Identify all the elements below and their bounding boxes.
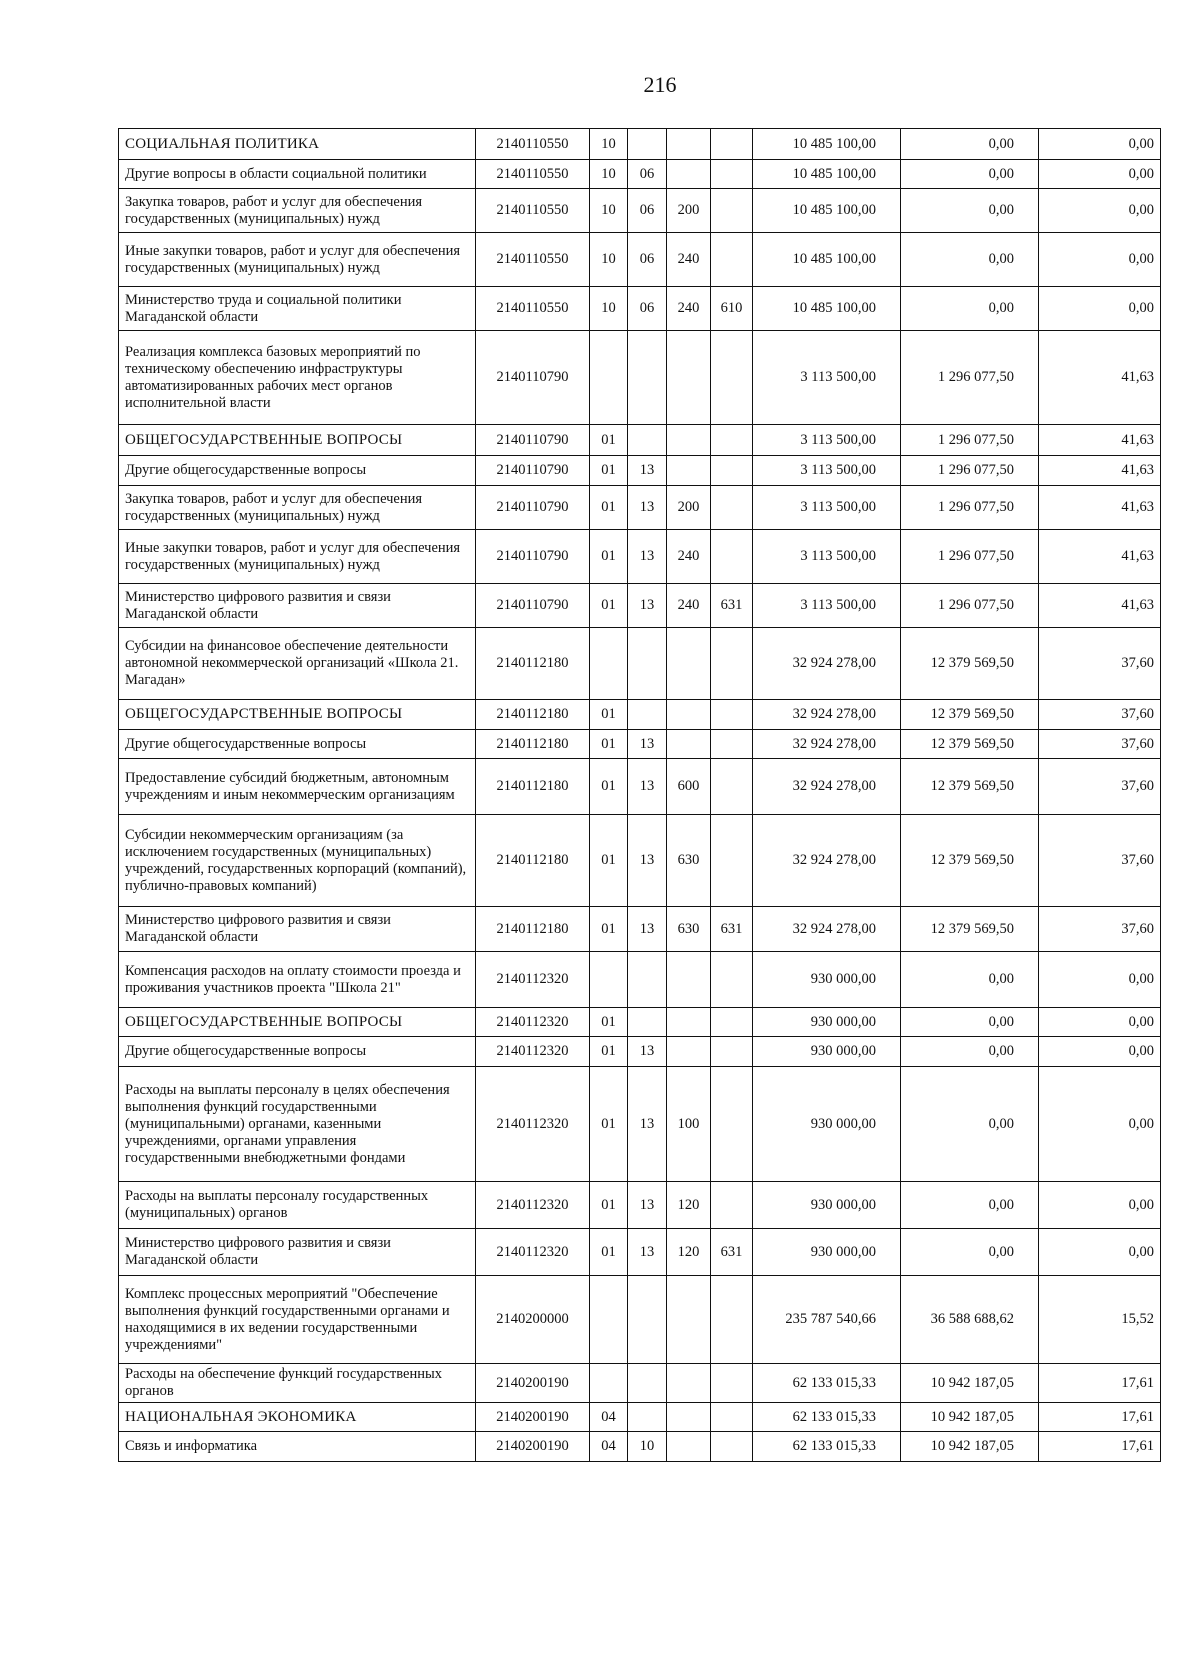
row-target-code: 2140110790 bbox=[476, 456, 590, 486]
row-expense-type-code: 120 bbox=[667, 1229, 711, 1276]
row-subsection-code: 06 bbox=[628, 189, 667, 233]
row-executed-amount: 1 296 077,50 bbox=[901, 425, 1039, 456]
row-target-code: 2140200190 bbox=[476, 1403, 590, 1432]
row-section-code: 01 bbox=[590, 425, 628, 456]
row-executed-amount: 10 942 187,05 bbox=[901, 1432, 1039, 1462]
row-name: Другие вопросы в области социальной политики bbox=[119, 160, 476, 189]
row-planned-amount: 62 133 015,33 bbox=[753, 1432, 901, 1462]
row-execution-percent: 0,00 bbox=[1039, 952, 1161, 1008]
row-target-code: 2140200190 bbox=[476, 1364, 590, 1403]
row-expense-type-code bbox=[667, 628, 711, 700]
table-row bbox=[119, 456, 1161, 486]
row-planned-amount: 3 113 500,00 bbox=[753, 530, 901, 584]
row-administrator-code bbox=[711, 129, 753, 160]
row-target-code: 2140112320 bbox=[476, 1037, 590, 1067]
table-row bbox=[119, 1432, 1161, 1462]
row-executed-amount: 0,00 bbox=[901, 287, 1039, 331]
table-row bbox=[119, 160, 1161, 189]
row-execution-percent: 37,60 bbox=[1039, 730, 1161, 759]
row-executed-amount: 12 379 569,50 bbox=[901, 907, 1039, 952]
row-expense-type-code bbox=[667, 160, 711, 189]
row-section-code: 01 bbox=[590, 815, 628, 907]
table-row bbox=[119, 815, 1161, 907]
row-name: Реализация комплекса базовых мероприятий по техническому обеспечению инфраструктуры автоматизированных рабочих мест органов исполнительной власти bbox=[119, 331, 476, 425]
row-administrator-code bbox=[711, 486, 753, 530]
row-administrator-code bbox=[711, 189, 753, 233]
row-executed-amount: 0,00 bbox=[901, 1037, 1039, 1067]
row-expense-type-code bbox=[667, 425, 711, 456]
row-executed-amount: 10 942 187,05 bbox=[901, 1403, 1039, 1432]
row-expense-type-code bbox=[667, 1403, 711, 1432]
row-execution-percent: 41,63 bbox=[1039, 530, 1161, 584]
row-planned-amount: 32 924 278,00 bbox=[753, 700, 901, 730]
row-subsection-code: 06 bbox=[628, 160, 667, 189]
row-expense-type-code bbox=[667, 730, 711, 759]
row-planned-amount: 235 787 540,66 bbox=[753, 1276, 901, 1364]
row-target-code: 2140112180 bbox=[476, 759, 590, 815]
row-executed-amount: 0,00 bbox=[901, 189, 1039, 233]
row-executed-amount: 1 296 077,50 bbox=[901, 456, 1039, 486]
row-planned-amount: 10 485 100,00 bbox=[753, 287, 901, 331]
row-administrator-code bbox=[711, 730, 753, 759]
row-administrator-code: 610 bbox=[711, 287, 753, 331]
row-administrator-code bbox=[711, 759, 753, 815]
row-executed-amount: 0,00 bbox=[901, 1182, 1039, 1229]
row-subsection-code: 13 bbox=[628, 530, 667, 584]
row-planned-amount: 62 133 015,33 bbox=[753, 1364, 901, 1403]
row-target-code: 2140110790 bbox=[476, 331, 590, 425]
row-target-code: 2140112180 bbox=[476, 628, 590, 700]
row-section-code: 01 bbox=[590, 530, 628, 584]
row-subsection-code bbox=[628, 129, 667, 160]
row-section-code: 10 bbox=[590, 129, 628, 160]
row-section-code: 01 bbox=[590, 730, 628, 759]
row-administrator-code bbox=[711, 1403, 753, 1432]
row-administrator-code bbox=[711, 1008, 753, 1037]
row-subsection-code: 06 bbox=[628, 233, 667, 287]
row-target-code: 2140110790 bbox=[476, 530, 590, 584]
budget-table-body bbox=[119, 129, 1161, 1462]
row-execution-percent: 37,60 bbox=[1039, 815, 1161, 907]
row-execution-percent: 37,60 bbox=[1039, 628, 1161, 700]
row-planned-amount: 32 924 278,00 bbox=[753, 907, 901, 952]
row-name: Связь и информатика bbox=[119, 1432, 476, 1462]
row-execution-percent: 0,00 bbox=[1039, 189, 1161, 233]
row-name: Другие общегосударственные вопросы bbox=[119, 730, 476, 759]
row-expense-type-code bbox=[667, 129, 711, 160]
table-row bbox=[119, 584, 1161, 628]
row-expense-type-code bbox=[667, 700, 711, 730]
row-planned-amount: 3 113 500,00 bbox=[753, 331, 901, 425]
row-expense-type-code: 240 bbox=[667, 287, 711, 331]
row-section-code: 01 bbox=[590, 1008, 628, 1037]
row-name: НАЦИОНАЛЬНАЯ ЭКОНОМИКА bbox=[119, 1403, 476, 1432]
row-executed-amount: 1 296 077,50 bbox=[901, 486, 1039, 530]
row-administrator-code bbox=[711, 952, 753, 1008]
row-subsection-code bbox=[628, 1403, 667, 1432]
row-administrator-code: 631 bbox=[711, 907, 753, 952]
row-administrator-code: 631 bbox=[711, 584, 753, 628]
row-administrator-code bbox=[711, 456, 753, 486]
row-subsection-code: 13 bbox=[628, 907, 667, 952]
row-executed-amount: 1 296 077,50 bbox=[901, 530, 1039, 584]
row-section-code: 01 bbox=[590, 1037, 628, 1067]
row-section-code bbox=[590, 1364, 628, 1403]
row-expense-type-code: 200 bbox=[667, 189, 711, 233]
row-subsection-code: 13 bbox=[628, 456, 667, 486]
budget-table bbox=[118, 128, 1161, 1462]
row-administrator-code bbox=[711, 1276, 753, 1364]
row-planned-amount: 32 924 278,00 bbox=[753, 815, 901, 907]
row-administrator-code bbox=[711, 1037, 753, 1067]
row-execution-percent: 0,00 bbox=[1039, 129, 1161, 160]
row-planned-amount: 930 000,00 bbox=[753, 952, 901, 1008]
row-subsection-code: 13 bbox=[628, 1229, 667, 1276]
row-section-code bbox=[590, 1276, 628, 1364]
row-subsection-code: 13 bbox=[628, 759, 667, 815]
row-expense-type-code bbox=[667, 1432, 711, 1462]
row-subsection-code bbox=[628, 952, 667, 1008]
row-execution-percent: 0,00 bbox=[1039, 1229, 1161, 1276]
row-name: Закупка товаров, работ и услуг для обеспечения государственных (муниципальных) нужд bbox=[119, 486, 476, 530]
row-expense-type-code bbox=[667, 456, 711, 486]
row-name: Субсидии на финансовое обеспечение деятельности автономной некоммерческой организаций «Школа 21. Магадан» bbox=[119, 628, 476, 700]
row-executed-amount: 1 296 077,50 bbox=[901, 584, 1039, 628]
row-name: Расходы на выплаты персоналу государственных (муниципальных) органов bbox=[119, 1182, 476, 1229]
row-executed-amount: 0,00 bbox=[901, 233, 1039, 287]
row-expense-type-code: 240 bbox=[667, 233, 711, 287]
row-execution-percent: 0,00 bbox=[1039, 233, 1161, 287]
row-subsection-code: 13 bbox=[628, 1037, 667, 1067]
row-name: Другие общегосударственные вопросы bbox=[119, 1037, 476, 1067]
row-name: Министерство труда и социальной политики Магаданской области bbox=[119, 287, 476, 331]
row-executed-amount: 12 379 569,50 bbox=[901, 628, 1039, 700]
row-name: Министерство цифрового развития и связи Магаданской области bbox=[119, 1229, 476, 1276]
row-section-code: 01 bbox=[590, 486, 628, 530]
row-executed-amount: 0,00 bbox=[901, 952, 1039, 1008]
row-expense-type-code: 240 bbox=[667, 530, 711, 584]
row-target-code: 2140110790 bbox=[476, 584, 590, 628]
row-name: Иные закупки товаров, работ и услуг для обеспечения государственных (муниципальных) нужд bbox=[119, 233, 476, 287]
row-target-code: 2140112320 bbox=[476, 952, 590, 1008]
row-subsection-code: 13 bbox=[628, 730, 667, 759]
row-target-code: 2140112180 bbox=[476, 730, 590, 759]
row-section-code: 10 bbox=[590, 160, 628, 189]
row-section-code bbox=[590, 952, 628, 1008]
table-row bbox=[119, 1276, 1161, 1364]
table-row bbox=[119, 425, 1161, 456]
row-section-code: 01 bbox=[590, 1229, 628, 1276]
row-expense-type-code bbox=[667, 1276, 711, 1364]
row-administrator-code bbox=[711, 1067, 753, 1182]
row-subsection-code bbox=[628, 1364, 667, 1403]
row-execution-percent: 37,60 bbox=[1039, 700, 1161, 730]
row-execution-percent: 17,61 bbox=[1039, 1403, 1161, 1432]
row-name: ОБЩЕГОСУДАРСТВЕННЫЕ ВОПРОСЫ bbox=[119, 700, 476, 730]
row-expense-type-code: 120 bbox=[667, 1182, 711, 1229]
row-target-code: 2140110550 bbox=[476, 129, 590, 160]
row-name: Закупка товаров, работ и услуг для обеспечения государственных (муниципальных) нужд bbox=[119, 189, 476, 233]
row-planned-amount: 10 485 100,00 bbox=[753, 233, 901, 287]
row-target-code: 2140112180 bbox=[476, 815, 590, 907]
row-subsection-code bbox=[628, 425, 667, 456]
row-execution-percent: 41,63 bbox=[1039, 425, 1161, 456]
table-row bbox=[119, 759, 1161, 815]
row-target-code: 2140110550 bbox=[476, 160, 590, 189]
row-planned-amount: 32 924 278,00 bbox=[753, 730, 901, 759]
row-subsection-code bbox=[628, 1276, 667, 1364]
row-administrator-code bbox=[711, 331, 753, 425]
table-row bbox=[119, 1403, 1161, 1432]
row-administrator-code bbox=[711, 160, 753, 189]
row-subsection-code bbox=[628, 331, 667, 425]
table-row bbox=[119, 1182, 1161, 1229]
row-target-code: 2140112180 bbox=[476, 907, 590, 952]
row-planned-amount: 10 485 100,00 bbox=[753, 160, 901, 189]
row-executed-amount: 0,00 bbox=[901, 1229, 1039, 1276]
table-row bbox=[119, 952, 1161, 1008]
table-row bbox=[119, 730, 1161, 759]
row-target-code: 2140112180 bbox=[476, 700, 590, 730]
row-executed-amount: 0,00 bbox=[901, 1008, 1039, 1037]
row-subsection-code bbox=[628, 628, 667, 700]
row-expense-type-code bbox=[667, 331, 711, 425]
row-section-code: 01 bbox=[590, 584, 628, 628]
row-subsection-code bbox=[628, 700, 667, 730]
row-section-code: 01 bbox=[590, 700, 628, 730]
row-name: Другие общегосударственные вопросы bbox=[119, 456, 476, 486]
row-name: Субсидии некоммерческим организациям (за исключением государственных (муниципальных) учреждений, государственных корпораций (компаний), публично-правовых компаний) bbox=[119, 815, 476, 907]
row-execution-percent: 0,00 bbox=[1039, 1008, 1161, 1037]
row-planned-amount: 930 000,00 bbox=[753, 1229, 901, 1276]
row-execution-percent: 0,00 bbox=[1039, 160, 1161, 189]
row-planned-amount: 930 000,00 bbox=[753, 1037, 901, 1067]
row-execution-percent: 0,00 bbox=[1039, 1182, 1161, 1229]
row-section-code: 01 bbox=[590, 759, 628, 815]
row-section-code bbox=[590, 331, 628, 425]
row-planned-amount: 930 000,00 bbox=[753, 1182, 901, 1229]
row-administrator-code bbox=[711, 425, 753, 456]
row-target-code: 2140112320 bbox=[476, 1182, 590, 1229]
table-row bbox=[119, 907, 1161, 952]
row-target-code: 2140200190 bbox=[476, 1432, 590, 1462]
row-executed-amount: 12 379 569,50 bbox=[901, 815, 1039, 907]
row-administrator-code bbox=[711, 1432, 753, 1462]
row-executed-amount: 0,00 bbox=[901, 160, 1039, 189]
row-target-code: 2140110550 bbox=[476, 287, 590, 331]
table-row bbox=[119, 530, 1161, 584]
row-planned-amount: 3 113 500,00 bbox=[753, 456, 901, 486]
row-target-code: 2140110550 bbox=[476, 233, 590, 287]
row-execution-percent: 37,60 bbox=[1039, 759, 1161, 815]
row-executed-amount: 12 379 569,50 bbox=[901, 730, 1039, 759]
row-executed-amount: 12 379 569,50 bbox=[901, 700, 1039, 730]
row-planned-amount: 3 113 500,00 bbox=[753, 425, 901, 456]
row-section-code: 01 bbox=[590, 456, 628, 486]
row-section-code: 04 bbox=[590, 1432, 628, 1462]
row-subsection-code: 13 bbox=[628, 1182, 667, 1229]
row-section-code: 01 bbox=[590, 907, 628, 952]
row-administrator-code bbox=[711, 815, 753, 907]
row-section-code bbox=[590, 628, 628, 700]
row-planned-amount: 32 924 278,00 bbox=[753, 759, 901, 815]
row-execution-percent: 17,61 bbox=[1039, 1364, 1161, 1403]
row-administrator-code bbox=[711, 628, 753, 700]
table-row bbox=[119, 1364, 1161, 1403]
row-target-code: 2140112320 bbox=[476, 1008, 590, 1037]
row-section-code: 01 bbox=[590, 1067, 628, 1182]
row-planned-amount: 10 485 100,00 bbox=[753, 189, 901, 233]
row-subsection-code: 13 bbox=[628, 584, 667, 628]
row-section-code: 10 bbox=[590, 287, 628, 331]
table-row bbox=[119, 486, 1161, 530]
row-administrator-code bbox=[711, 700, 753, 730]
row-planned-amount: 3 113 500,00 bbox=[753, 584, 901, 628]
row-execution-percent: 41,63 bbox=[1039, 331, 1161, 425]
row-execution-percent: 41,63 bbox=[1039, 486, 1161, 530]
row-administrator-code bbox=[711, 1182, 753, 1229]
row-executed-amount: 36 588 688,62 bbox=[901, 1276, 1039, 1364]
row-execution-percent: 41,63 bbox=[1039, 584, 1161, 628]
row-execution-percent: 37,60 bbox=[1039, 907, 1161, 952]
row-planned-amount: 10 485 100,00 bbox=[753, 129, 901, 160]
row-name: ОБЩЕГОСУДАРСТВЕННЫЕ ВОПРОСЫ bbox=[119, 1008, 476, 1037]
row-execution-percent: 0,00 bbox=[1039, 1037, 1161, 1067]
row-administrator-code bbox=[711, 233, 753, 287]
page-number: 216 bbox=[643, 72, 677, 97]
table-row bbox=[119, 700, 1161, 730]
table-row bbox=[119, 129, 1161, 160]
row-target-code: 2140112320 bbox=[476, 1229, 590, 1276]
row-name: ОБЩЕГОСУДАРСТВЕННЫЕ ВОПРОСЫ bbox=[119, 425, 476, 456]
row-name: Компенсация расходов на оплату стоимости проезда и проживания участников проекта "Школа 21" bbox=[119, 952, 476, 1008]
table-row bbox=[119, 331, 1161, 425]
row-administrator-code: 631 bbox=[711, 1229, 753, 1276]
row-subsection-code: 13 bbox=[628, 815, 667, 907]
table-row bbox=[119, 287, 1161, 331]
row-expense-type-code: 100 bbox=[667, 1067, 711, 1182]
row-executed-amount: 0,00 bbox=[901, 1067, 1039, 1182]
row-section-code: 10 bbox=[590, 189, 628, 233]
row-planned-amount: 930 000,00 bbox=[753, 1008, 901, 1037]
row-name: Министерство цифрового развития и связи Магаданской области bbox=[119, 907, 476, 952]
row-name: Расходы на обеспечение функций государственных органов bbox=[119, 1364, 476, 1403]
row-name: Министерство цифрового развития и связи Магаданской области bbox=[119, 584, 476, 628]
row-executed-amount: 1 296 077,50 bbox=[901, 331, 1039, 425]
row-executed-amount: 10 942 187,05 bbox=[901, 1364, 1039, 1403]
row-executed-amount: 12 379 569,50 bbox=[901, 759, 1039, 815]
row-planned-amount: 62 133 015,33 bbox=[753, 1403, 901, 1432]
row-execution-percent: 0,00 bbox=[1039, 1067, 1161, 1182]
row-expense-type-code bbox=[667, 1008, 711, 1037]
table-row bbox=[119, 1037, 1161, 1067]
row-section-code: 10 bbox=[590, 233, 628, 287]
row-target-code: 2140110550 bbox=[476, 189, 590, 233]
row-expense-type-code: 600 bbox=[667, 759, 711, 815]
row-expense-type-code: 200 bbox=[667, 486, 711, 530]
row-name: Расходы на выплаты персоналу в целях обеспечения выполнения функций государственными (муниципальными) органами, казенными учреждениями, органами управления государственными внебюджетными фондами bbox=[119, 1067, 476, 1182]
row-section-code: 01 bbox=[590, 1182, 628, 1229]
table-row bbox=[119, 628, 1161, 700]
row-administrator-code bbox=[711, 530, 753, 584]
row-planned-amount: 3 113 500,00 bbox=[753, 486, 901, 530]
table-row bbox=[119, 1067, 1161, 1182]
row-expense-type-code bbox=[667, 952, 711, 1008]
row-execution-percent: 17,61 bbox=[1039, 1432, 1161, 1462]
table-row bbox=[119, 189, 1161, 233]
row-target-code: 2140110790 bbox=[476, 486, 590, 530]
row-expense-type-code bbox=[667, 1364, 711, 1403]
row-subsection-code: 13 bbox=[628, 486, 667, 530]
row-execution-percent: 41,63 bbox=[1039, 456, 1161, 486]
row-target-code: 2140112320 bbox=[476, 1067, 590, 1182]
row-execution-percent: 0,00 bbox=[1039, 287, 1161, 331]
row-planned-amount: 32 924 278,00 bbox=[753, 628, 901, 700]
row-expense-type-code bbox=[667, 1037, 711, 1067]
row-subsection-code bbox=[628, 1008, 667, 1037]
row-expense-type-code: 630 bbox=[667, 907, 711, 952]
row-expense-type-code: 240 bbox=[667, 584, 711, 628]
row-subsection-code: 10 bbox=[628, 1432, 667, 1462]
row-section-code: 04 bbox=[590, 1403, 628, 1432]
row-name: Иные закупки товаров, работ и услуг для обеспечения государственных (муниципальных) нужд bbox=[119, 530, 476, 584]
row-planned-amount: 930 000,00 bbox=[753, 1067, 901, 1182]
row-subsection-code: 13 bbox=[628, 1067, 667, 1182]
table-row bbox=[119, 233, 1161, 287]
table-row bbox=[119, 1229, 1161, 1276]
row-target-code: 2140200000 bbox=[476, 1276, 590, 1364]
row-executed-amount: 0,00 bbox=[901, 129, 1039, 160]
row-name: СОЦИАЛЬНАЯ ПОЛИТИКА bbox=[119, 129, 476, 160]
row-administrator-code bbox=[711, 1364, 753, 1403]
table-row bbox=[119, 1008, 1161, 1037]
row-name: Предоставление субсидий бюджетным, автономным учреждениям и иным некоммерческим организациям bbox=[119, 759, 476, 815]
row-expense-type-code: 630 bbox=[667, 815, 711, 907]
row-target-code: 2140110790 bbox=[476, 425, 590, 456]
row-name: Комплекс процессных мероприятий "Обеспечение выполнения функций государственными органами и находящимися в их ведении государственными учреждениями" bbox=[119, 1276, 476, 1364]
row-subsection-code: 06 bbox=[628, 287, 667, 331]
row-execution-percent: 15,52 bbox=[1039, 1276, 1161, 1364]
